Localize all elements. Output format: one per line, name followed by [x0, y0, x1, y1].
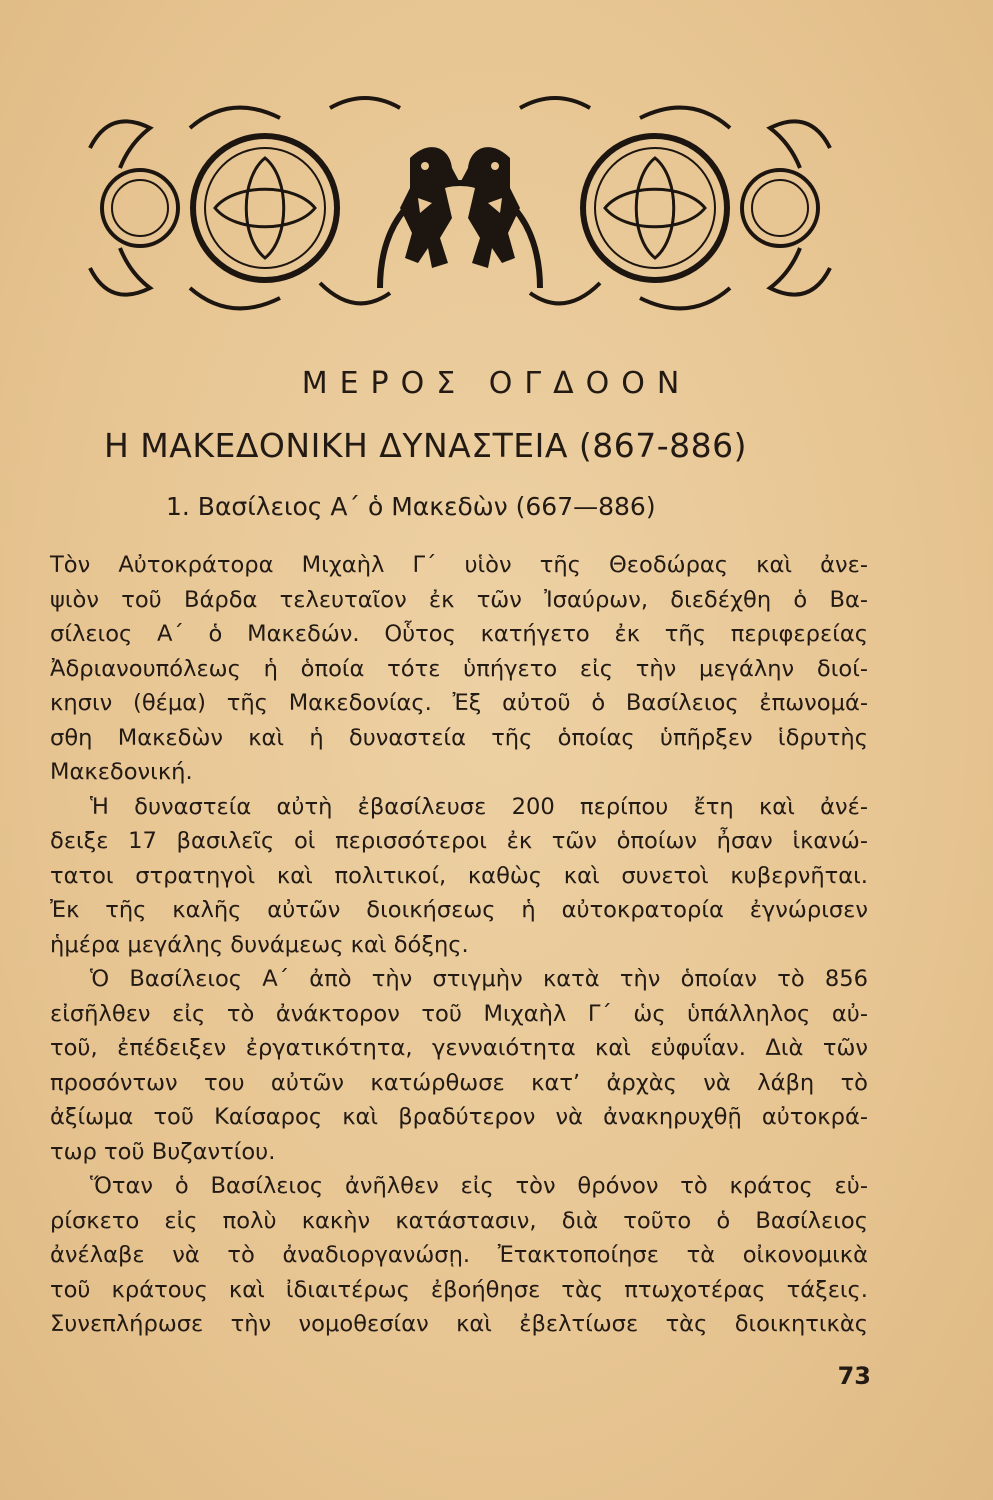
text-line: Ἐκ τῆς καλῆς αὐτῶν διοικήσεως ἡ αὐτοκρατορία ἐγνώρισεν: [50, 897, 868, 923]
section-title: 1. Βασίλειος Α΄ ὁ Μακεδὼν (667—886): [166, 492, 656, 521]
byzantine-ornament-header: [80, 88, 840, 326]
text-line: ἡμέρα μεγάλης δυνάμεως καὶ δόξης.: [50, 931, 469, 958]
text-line: Συνεπλήρωσε τὴν νομοθεσίαν καὶ ἐβελτίωσε τὰς διοικητικὰς: [50, 1311, 868, 1337]
text-line: Ὁ Βασίλειος Α΄ ἀπὸ τὴν στιγμὴν κατὰ τὴν ὁποίαν τὸ 856: [90, 966, 868, 992]
text-line: ψιὸν τοῦ Βάρδα τελευταῖον ἐκ τῶν Ἰσαύρων, διεδέχθη ὁ Βα-: [50, 586, 868, 613]
text-line: προσόντων του αὐτῶν κατώρθωσε κατʼ ἀρχὰς νὰ λάβη τὸ: [50, 1069, 868, 1096]
text-line: ἀξίωμα τοῦ Καίσαρος καὶ βραδύτερον νὰ ἀνακηρυχθῇ αὐτοκρά-: [50, 1104, 868, 1130]
page-number: 73: [837, 1362, 871, 1390]
text-line: εἰσῆλθεν εἰς τὸ ἀνάκτορον τοῦ Μιχαὴλ Γ΄ ὡς ὑπάλληλος αὐ-: [50, 1000, 868, 1027]
text-line: τατοι στρατηγοὶ καὶ πολιτικοί, καθὼς καὶ συνετοὶ κυβερνῆται.: [50, 862, 868, 889]
text-line: ρίσκετο εἰς πολὺ κακὴν κατάστασιν, διὰ τοῦτο ὁ Βασίλειος: [50, 1207, 868, 1234]
text-line: κησιν (θέμα) τῆς Μακεδονίας. Ἐξ αὐτοῦ ὁ Βασίλειος ἐπωνομά-: [50, 690, 868, 716]
text-line: τοῦ, ἐπέδειξεν ἐργατικότητα, γενναιότητα καὶ εὐφυΐαν. Διὰ τῶν: [50, 1035, 868, 1061]
part-title: ΜΕΡΟΣ ΟΓΔΟΟΝ: [301, 366, 692, 401]
text-line: τωρ τοῦ Βυζαντίου.: [50, 1138, 276, 1165]
body-text: [50, 548, 868, 1342]
text-line: Ὅταν ὁ Βασίλειος ἀνῆλθεν εἰς τὸν θρόνον τὸ κράτος εὑ-: [90, 1173, 868, 1199]
text-line: τοῦ κράτους καὶ ἰδιαιτέρως ἐβοήθησε τὰς πτωχοτέρας τάξεις.: [50, 1276, 868, 1303]
text-line: σίλειος Α΄ ὁ Μακεδών. Οὗτος κατήγετο ἐκ τῆς περιφερείας: [50, 621, 868, 647]
text-line: Ἀδριανουπόλεως ἡ ὁποία τότε ὑπήγετο εἰς τὴν μεγάλην διοί-: [50, 655, 868, 682]
text-line: Ἡ δυναστεία αὐτὴ ἐβασίλευσε 200 περίπου ἔτη καὶ ἀνέ-: [90, 793, 868, 820]
text-line: Τὸν Αὐτοκράτορα Μιχαὴλ Γ΄ υἱὸν τῆς Θεοδώρας καὶ ἀνε-: [50, 552, 868, 578]
text-line: σθη Μακεδὼν καὶ ἡ δυναστεία τῆς ὁποίας ὑπῆρξεν ἱδρυτὴς: [50, 724, 868, 751]
text-line: ἀνέλαβε νὰ τὸ ἀναδιοργανώσῃ. Ἐτακτοποίησε τὰ οἰκονομικὰ: [50, 1242, 868, 1268]
text-line: δειξε 17 βασιλεῖς οἱ περισσότεροι ἐκ τῶν ὁποίων ἦσαν ἱκανώ-: [50, 828, 868, 854]
text-line: Μακεδονική.: [50, 759, 193, 785]
chapter-title: Η ΜΑΚΕΔΟΝΙΚΗ ΔΥΝΑΣΤΕΙΑ (867-886): [104, 426, 748, 465]
